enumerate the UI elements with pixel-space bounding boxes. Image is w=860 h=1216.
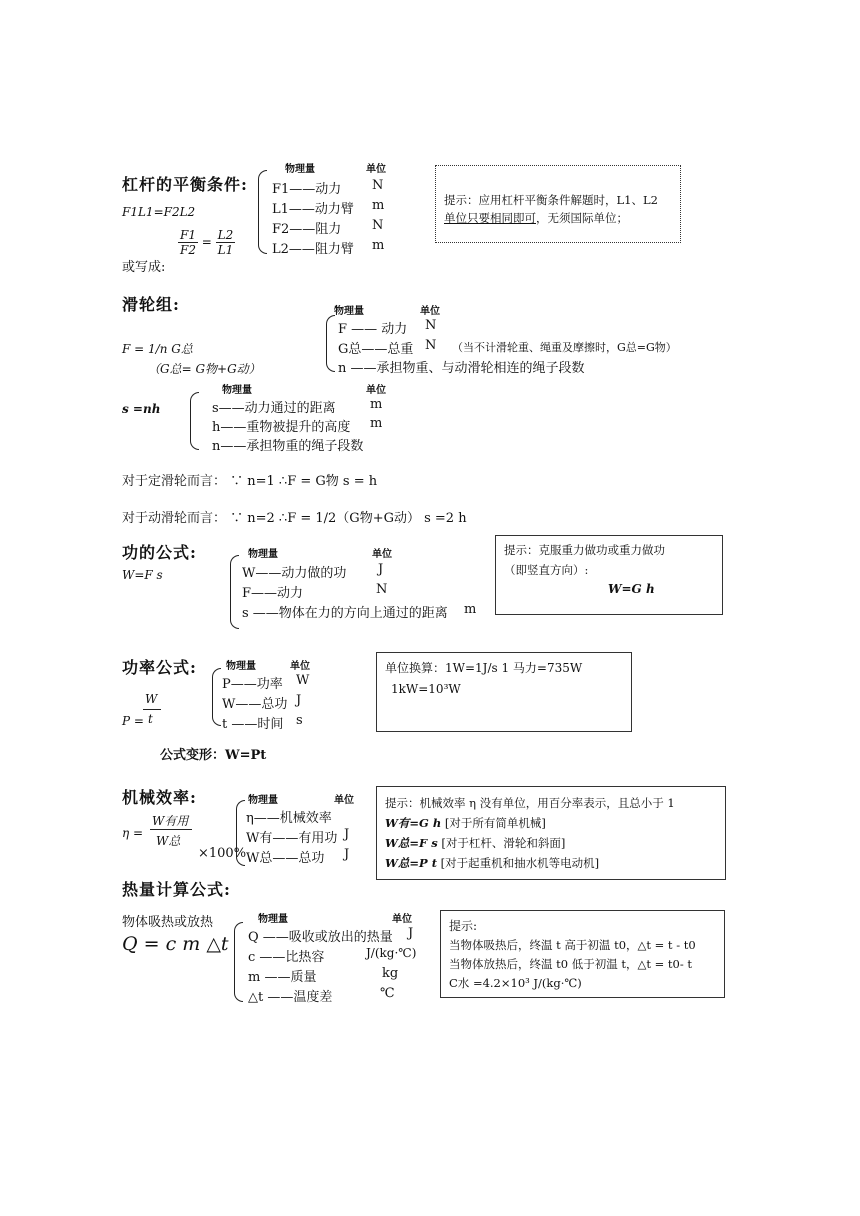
power-row: P——功率 xyxy=(222,677,283,692)
lever-formula: F1L1=F2L2 xyxy=(122,205,196,219)
heat-unit: kg xyxy=(382,966,399,981)
pulley-s-unit: m xyxy=(370,397,383,412)
heat-tip-box xyxy=(440,910,725,998)
work-row: s ——物体在力的方向上通过的距离 xyxy=(242,606,448,621)
power-unit: s xyxy=(296,713,303,728)
pulley-s-unit: m xyxy=(370,416,383,431)
heat-row: △t ——温度差 xyxy=(248,990,333,1005)
brace xyxy=(236,800,245,866)
pulley-s-row: s——动力通过的距离 xyxy=(212,401,336,416)
power-variant: 公式变形：W=Pt xyxy=(160,748,267,763)
pulley-movable: 对于动滑轮而言： ∵ n=2 ∴F = 1/2（G物+G动） s =2 h xyxy=(122,511,467,526)
header-quantity: 物理量 xyxy=(258,914,288,925)
efficiency-tip-note: [对于所有简单机械] xyxy=(441,816,546,830)
lever-tip-line2 xyxy=(444,210,672,226)
header-quantity: 物理量 xyxy=(285,164,315,175)
efficiency-tip-note: [对于杠杆、滑轮和斜面] xyxy=(437,836,566,850)
efficiency-formula-post: ×100% xyxy=(198,846,247,861)
header-unit: 单位 xyxy=(366,385,386,396)
brace xyxy=(190,392,199,450)
work-tip-box xyxy=(495,535,723,615)
power-unit: W xyxy=(296,673,310,688)
heat-subtitle: 物体吸热或放热 xyxy=(122,915,214,930)
header-quantity: 物理量 xyxy=(222,385,252,396)
header-quantity: 物理量 xyxy=(248,549,278,560)
work-formula: W=F s xyxy=(122,568,163,582)
heat-tip-title: 提示: xyxy=(449,919,478,933)
lever-row: L2——阻力臂 xyxy=(272,242,354,257)
heat-unit: J xyxy=(408,926,414,941)
heat-row: c ——比热容 xyxy=(248,950,325,965)
heat-title: 热量计算公式: xyxy=(122,880,231,899)
brace xyxy=(258,170,267,254)
pulley-title: 滑轮组: xyxy=(122,295,180,314)
power-formula-pre: P = xyxy=(122,714,144,728)
frac-den: F2 xyxy=(180,243,196,257)
frac-den: L1 xyxy=(217,243,234,257)
header-unit: 单位 xyxy=(290,661,310,672)
pulley-s-formula: s =nh xyxy=(122,402,161,416)
work-unit: N xyxy=(376,582,388,597)
efficiency-tip-line2 xyxy=(385,815,717,831)
header-quantity: 物理量 xyxy=(226,661,256,672)
frac-num: L2 xyxy=(217,228,234,242)
work-tip-line2: （即竖直方向）: xyxy=(504,563,589,577)
heat-formula: Q = c m △t xyxy=(122,933,229,955)
efficiency-tip-line3 xyxy=(385,835,717,851)
work-title: 功的公式: xyxy=(122,543,197,562)
pulley-row: F —— 动力 xyxy=(338,322,408,337)
efficiency-tip-line4 xyxy=(385,855,717,871)
heat-unit: ℃ xyxy=(380,986,395,1001)
power-row: W——总功 xyxy=(222,697,288,712)
pulley-row: G总——总重 xyxy=(338,342,414,357)
power-tip-box xyxy=(376,652,632,732)
work-tip-line3: W=G h xyxy=(608,582,655,596)
efficiency-formula-num: W有用 xyxy=(152,814,189,828)
lever-unit: m xyxy=(372,198,385,213)
header-unit: 单位 xyxy=(334,795,354,806)
efficiency-title: 机械效率: xyxy=(122,788,197,807)
efficiency-unit: J xyxy=(344,847,350,862)
power-title: 功率公式: xyxy=(122,658,197,677)
lever-tip-line1: 提示：应用杠杆平衡条件解题时，L1、L2 xyxy=(444,193,658,207)
power-tip-line2: 1kW=10³W xyxy=(391,682,461,696)
work-tip-line1: 提示：克服重力做功或重力做功 xyxy=(504,543,665,557)
efficiency-tip-line1: 提示：机械效率 η 没有单位，用百分率表示，且总小于 1 xyxy=(385,796,675,810)
efficiency-row: η——机械效率 xyxy=(246,811,332,826)
power-formula-num: W xyxy=(145,692,158,706)
pulley-unit: N xyxy=(425,318,437,333)
heat-row: m ——质量 xyxy=(248,970,317,985)
heat-unit: J/(kg·℃) xyxy=(366,946,417,960)
header-unit: 单位 xyxy=(392,914,412,925)
pulley-row: n ——承担物重、与动滑轮相连的绳子段数 xyxy=(338,361,585,376)
header-quantity: 物理量 xyxy=(248,795,278,806)
header-quantity: 物理量 xyxy=(334,306,364,317)
heat-tip-line2: 当物体放热后，终温 t0 低于初温 t，△t = t0- t xyxy=(449,957,693,971)
power-tip-line1: 单位换算：1W=1J/s 1 马力=735W xyxy=(385,661,583,675)
header-unit: 单位 xyxy=(366,164,386,175)
efficiency-tip-formula: W总=F s xyxy=(385,836,438,850)
pulley-unit: N xyxy=(425,338,437,353)
efficiency-row: W有——有用功 xyxy=(246,831,338,846)
lever-row: F2——阻力 xyxy=(272,222,342,237)
heat-tip-line3: C水 =4.2×10³ J/(kg·℃) xyxy=(449,976,582,990)
lever-row: F1——动力 xyxy=(272,182,342,197)
power-formula-den: t xyxy=(148,712,153,726)
efficiency-formula-pre: η = xyxy=(122,826,144,840)
efficiency-tip-formula: W有=G h xyxy=(385,816,442,830)
lever-unit: N xyxy=(372,178,384,193)
brace xyxy=(230,555,239,629)
heat-tip-line1: 当物体吸热后，终温 t 高于初温 t0，△t = t - t0 xyxy=(449,938,696,952)
work-row: W——动力做的功 xyxy=(242,566,347,581)
work-unit: J xyxy=(378,562,384,577)
efficiency-row: W总——总功 xyxy=(246,851,325,866)
fraction-bar xyxy=(150,829,192,830)
lever-title: 杠杆的平衡条件: xyxy=(122,175,248,194)
pulley-fixed: 对于定滑轮而言： ∵ n=1 ∴F = G物 s = h xyxy=(122,474,378,489)
lever-fraction-equation: $\frac{F1}{F2}$ = $\frac{L2}{L1}$ xyxy=(180,228,234,257)
frac-num: F1 xyxy=(180,228,196,242)
lever-unit: m xyxy=(372,238,385,253)
pulley-s-row: h——重物被提升的高度 xyxy=(212,420,351,435)
header-unit: 单位 xyxy=(372,549,392,560)
efficiency-tip-box xyxy=(376,786,726,880)
lever-tip-underlined: 单位只要相同即可 xyxy=(444,211,536,225)
power-row: t ——时间 xyxy=(222,717,284,732)
work-row: F——动力 xyxy=(242,586,304,601)
fraction-bar xyxy=(143,709,161,710)
efficiency-unit: J xyxy=(344,827,350,842)
efficiency-tip-note: [对于起重机和抽水机等电动机] xyxy=(437,856,600,870)
pulley-s-row: n——承担物重的绳子段数 xyxy=(212,439,364,454)
efficiency-formula-den: W总 xyxy=(156,834,181,848)
brace xyxy=(326,315,335,372)
header-unit: 单位 xyxy=(420,306,440,317)
heat-row: Q ——吸收或放出的热量 xyxy=(248,930,393,945)
lever-row: L1——动力臂 xyxy=(272,202,354,217)
brace xyxy=(234,922,243,1002)
lever-alt-prefix: 或写成: xyxy=(122,260,166,275)
pulley-note: （当不计滑轮重、绳重及摩擦时，G总=G物） xyxy=(452,341,677,354)
pulley-g-formula: （G总= G物+G动） xyxy=(148,362,261,376)
power-unit: J xyxy=(296,693,302,708)
efficiency-tip-formula: W总=P t xyxy=(385,856,438,870)
lever-tip-box xyxy=(435,165,681,243)
lever-unit: N xyxy=(372,218,384,233)
brace xyxy=(212,668,221,726)
pulley-f-formula: F = 1/n G总 xyxy=(122,342,193,356)
work-unit: m xyxy=(464,602,477,617)
lever-tip-rest: ，无须国际单位； xyxy=(536,211,628,225)
